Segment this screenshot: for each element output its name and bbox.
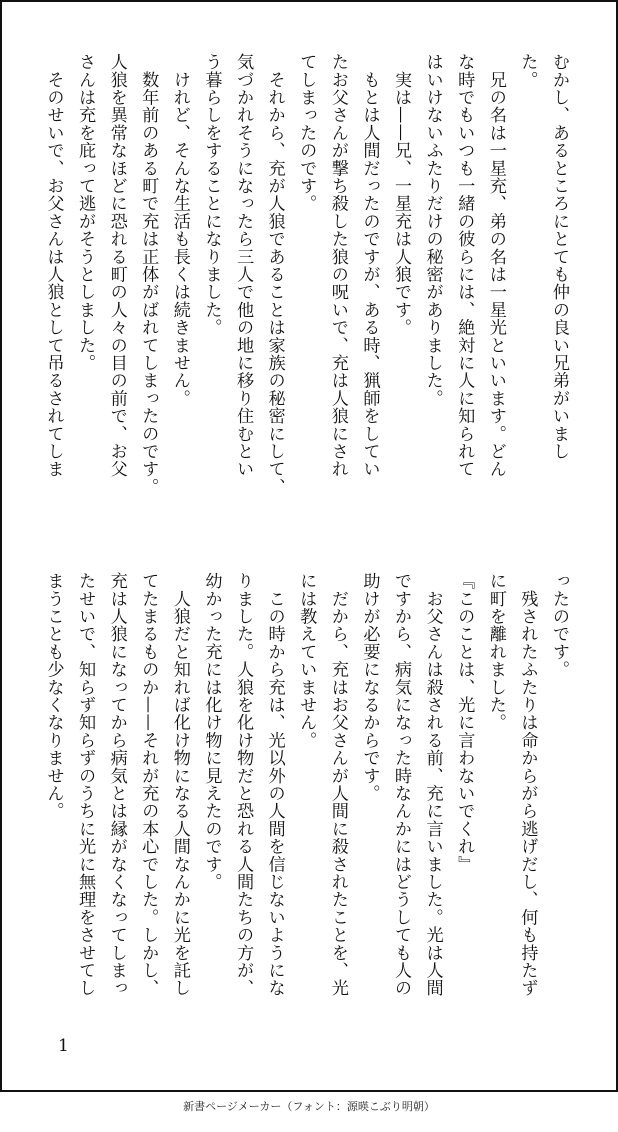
lower-text-column-block — [44, 572, 574, 1036]
text-line: 充は人狼になってから病気とは縁がなくなってしまっ — [106, 572, 127, 997]
text-line: それから、充が人狼であることは家族の秘密にして、 — [264, 53, 285, 496]
text-line: さんは充を庇って逃がそうとしました。 — [75, 53, 96, 372]
text-line: 助けが必要になるからです。 — [359, 572, 380, 803]
text-line: 『このことは、光に言わないでくれ』 — [454, 572, 475, 873]
text-line: てしまったのです。 — [296, 53, 317, 213]
text-line: 残されたふたりは命からがら逃げだし、何も持たず — [517, 572, 538, 997]
text-line: 兄の名は一星充、弟の名は一星光といいます。どん — [485, 53, 506, 478]
text-line: もとは人間だったのですが、ある時、猟師をしてい — [359, 53, 380, 478]
text-line: はいけないふたりだけの秘密がありました。 — [422, 53, 443, 407]
text-line: たせいで、知らず知らずのうちに光に無理をさせてし — [75, 572, 96, 997]
text-line: まうことも少なくなりません。 — [44, 572, 64, 820]
text-line: けれど、そんな生活も長くは続きません。 — [169, 53, 190, 407]
text-line: な時でもいつも一緒の彼らには、絶対に人に知られて — [454, 53, 475, 478]
text-line: 人狼を異常なほどに恐れる町の人々の目の前で、お父 — [106, 53, 127, 478]
text-line: たお父さんが撃ち殺した狼の呪いで、充は人狼にされ — [327, 53, 348, 478]
text-line: う暮らしをすることになりました。 — [201, 53, 222, 337]
text-line: この時から充は、光以外の人間を信じないようにな — [264, 572, 285, 997]
text-line: むかし、あるところにとても仲の良い兄弟がいまし — [549, 53, 569, 461]
text-line: には教えていません。 — [296, 572, 317, 749]
text-line: てたまるものか——それが充の本心でした。しかし、 — [138, 572, 159, 997]
text-line: 数年前のある町で充は正体がばれてしまったのです。 — [138, 53, 159, 496]
text-line: 気づかれそうになったら三人で他の地に移り住むとい — [233, 53, 254, 478]
text-line: だから、充はお父さんが人間に殺されたことを、光 — [327, 572, 348, 997]
text-line: に町を離れました。 — [485, 572, 506, 732]
footer-caption: 新書ページメーカー（フォント：源暎こぶり明朝） — [183, 1100, 435, 1113]
text-line: お父さんは殺される前、充に言いました。光は人間 — [422, 572, 443, 997]
page-number: 1 — [58, 1036, 69, 1056]
text-line: た。 — [517, 53, 538, 89]
text-line: 幼かった充には化け物に見えたのです。 — [201, 572, 222, 891]
text-line: そのせいで、お父さんは人狼として吊るされてしま — [44, 53, 64, 478]
text-line: りました。人狼を化け物だと恐れる人間たちの方が、 — [233, 572, 254, 997]
text-line: ったのです。 — [549, 572, 569, 679]
upper-text-column-block — [44, 53, 574, 517]
text-line: 人狼だと知れば化け物になる人間なんかに光を託し — [169, 572, 190, 997]
text-line: ですから、病気になった時なんかにはどうしても人の — [391, 572, 412, 997]
text-line: 実は——兄、一星充は人狼です。 — [391, 53, 412, 337]
